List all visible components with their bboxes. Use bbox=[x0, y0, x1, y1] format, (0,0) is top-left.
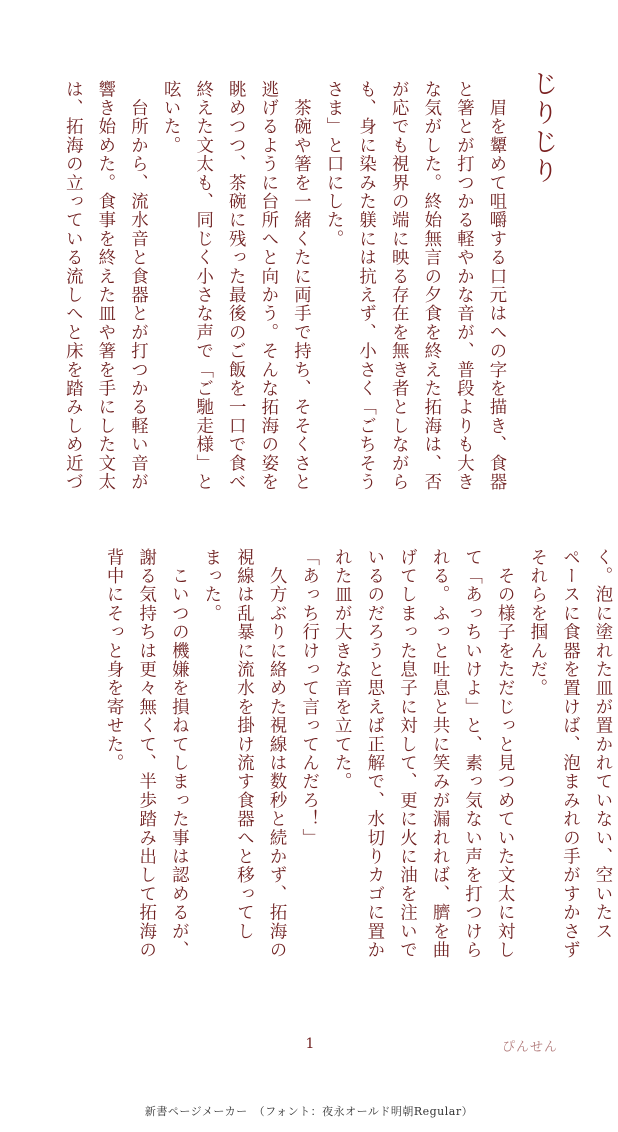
text-line: が応でも視界の端に映る存在を無き者としながら bbox=[388, 80, 409, 492]
text-line: 響き始めた。食事を終えた皿や箸を手にした文太 bbox=[94, 80, 115, 492]
text-line: まった。 bbox=[200, 548, 221, 623]
page-number: 1 bbox=[305, 1036, 315, 1052]
text-line: く。泡に塗れた皿が置かれていない、空いたス bbox=[592, 548, 612, 941]
text-line: 逃げるように台所へと向かう。そんな拓海の姿を bbox=[257, 80, 278, 492]
text-block-top bbox=[62, 80, 512, 540]
text-line: こいつの機嫌を損ねてしまった事は認めるが、 bbox=[168, 548, 189, 960]
text-line: それらを掴んだ。 bbox=[526, 548, 547, 698]
text-line: 「あっち行けって言ってんだろ！」 bbox=[298, 548, 319, 848]
text-line: も、身に染みた躾には抗えず、小さく「ごちそう bbox=[355, 80, 376, 492]
text-line: さま」と口にした。 bbox=[323, 80, 344, 249]
text-line: その様子をただじっと見つめていた文太に対し bbox=[494, 548, 515, 960]
text-line: な気がした。終始無言の夕食を終えた拓海は、否 bbox=[420, 80, 441, 492]
text-line: 背中にそっと身を寄せた。 bbox=[103, 548, 124, 773]
text-block-bottom bbox=[103, 548, 618, 1008]
text-line: 終えた文太も、同じく小さな声で「ご馳走様」と bbox=[192, 80, 213, 492]
footer-credit: 新書ページメーカー （フォント：夜永オールド明朝Regular） bbox=[144, 1105, 474, 1118]
text-line: れる。ふっと吐息と共に笑みが漏れれば、臍を曲 bbox=[429, 548, 450, 960]
text-line: 茶碗や箸を一緒くたに両手で持ち、そそくさと bbox=[290, 80, 311, 492]
text-line: れた皿が大きな音を立てた。 bbox=[331, 548, 352, 792]
author-name: ぴんせん bbox=[502, 1040, 559, 1055]
text-line: 台所から、流水音と食器とが打つかる軽い音が bbox=[127, 80, 148, 492]
text-line: 謝る気持ちは更々無くて、半歩踏み出して拓海の bbox=[135, 548, 156, 960]
text-line: 眉を顰めて咀嚼する口元はへの字を描き、食器 bbox=[486, 80, 506, 492]
text-line: いるのだろうと思えば正解で、水切りカゴに置か bbox=[363, 548, 384, 960]
text-line: 視線は乱暴に流水を掛け流す食器へと移ってし bbox=[233, 548, 254, 941]
text-line: 久方ぶりに絡めた視線は数秒と続かず、拓海の bbox=[266, 548, 287, 960]
text-line: と箸とが打つかる軽やかな音が、普段よりも大き bbox=[453, 80, 474, 492]
text-line: げてしまった息子に対して、更に火に油を注いで bbox=[396, 548, 417, 960]
story-title: じりじり bbox=[528, 70, 558, 186]
text-line: て「あっちいけよ」と、素っ気ない声を打つけら bbox=[461, 548, 482, 960]
text-line: 呟いた。 bbox=[160, 80, 181, 155]
text-line: ペースに食器を置けば、泡まみれの手がすかさず bbox=[559, 548, 580, 960]
text-line: は、拓海の立っている流しへと床を踏みしめ近づ bbox=[62, 80, 83, 492]
text-line: 眺めつつ、茶碗に残った最後のご飯を一口で食べ bbox=[225, 80, 246, 492]
